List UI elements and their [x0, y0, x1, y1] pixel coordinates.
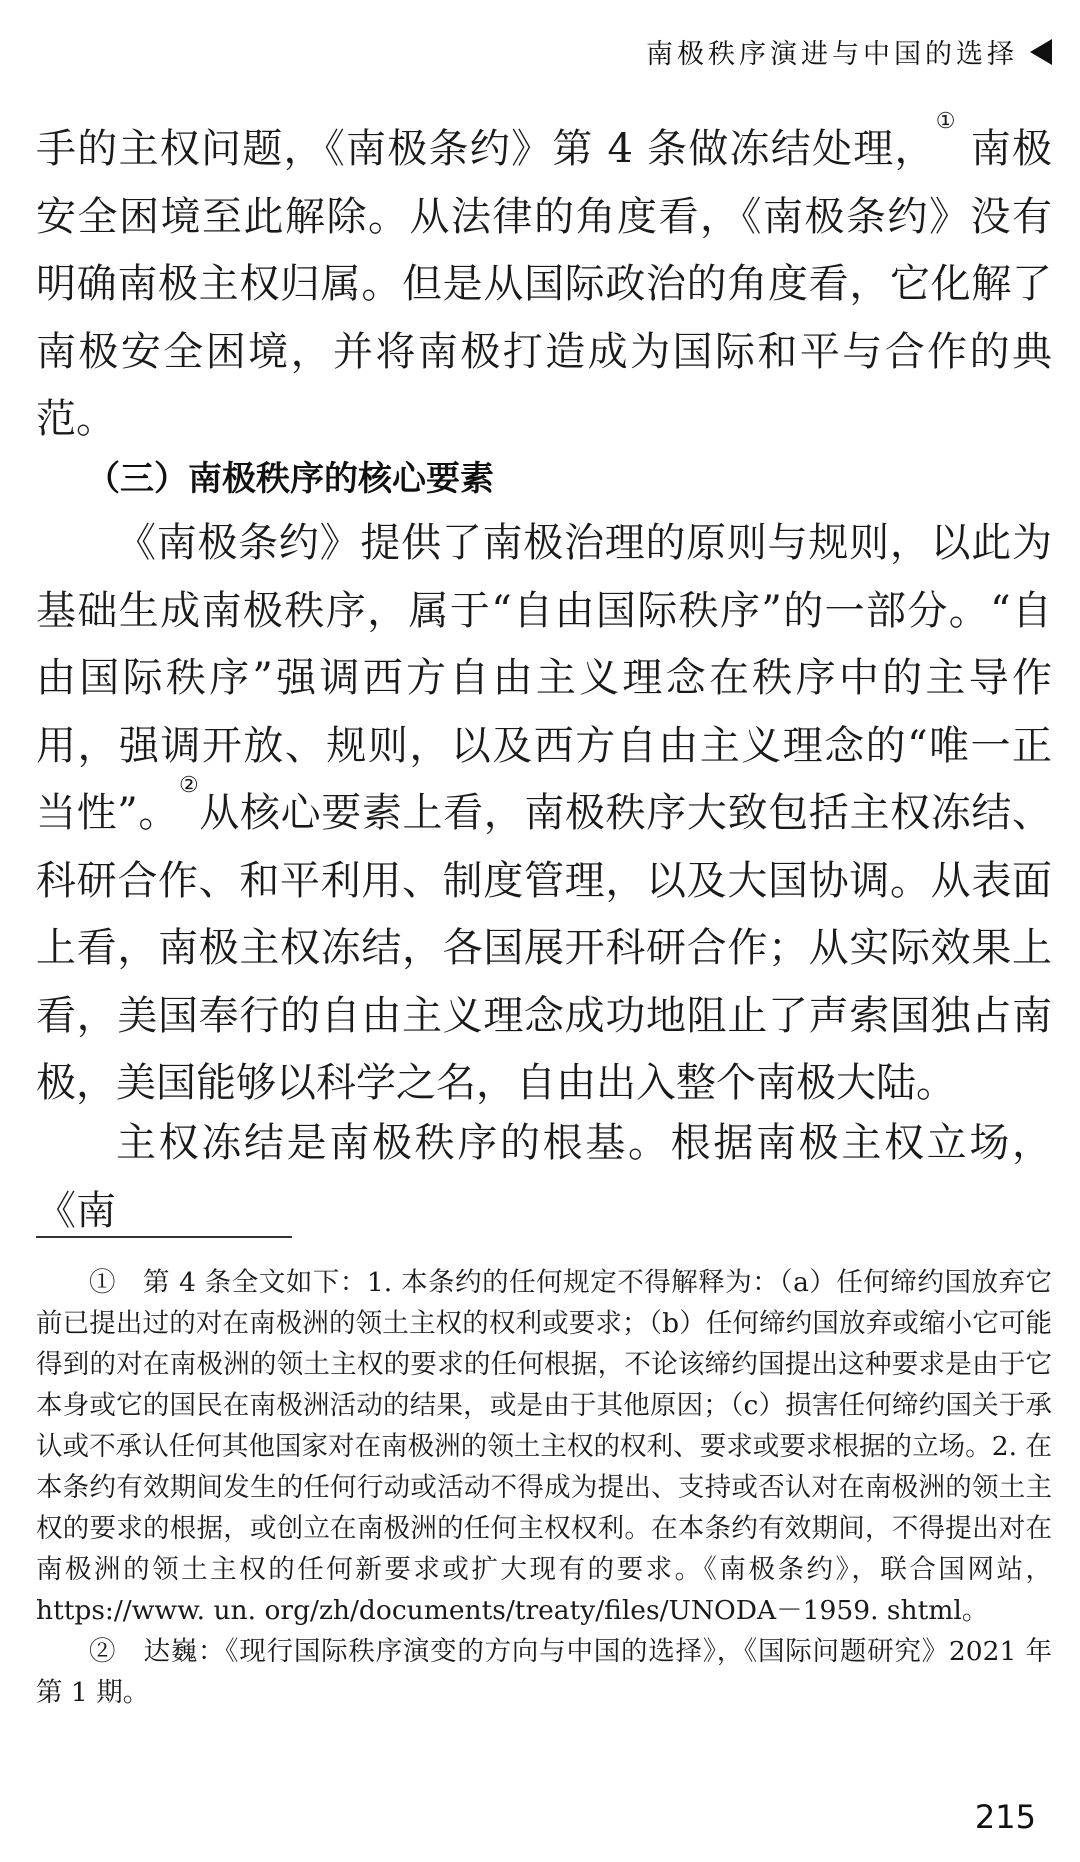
- left-triangle-icon: [1030, 39, 1052, 65]
- paragraph-1-text-b: 南极安全困境至此解除。从法律的角度看，《南极条约》没有明确南极主权归属。但是从国际政治的角度看，它化解了南极安全困境，并将南极打造成为国际和平与合作的典范。: [36, 126, 1052, 442]
- running-title: 南极秩序演进与中国的选择: [646, 39, 1018, 70]
- footnote-1: ① 第 4 条全文如下：1. 本条约的任何规定不得解释为：（a）任何缔约国放弃它前已提出过的对在南极洲的领土主权的权利或要求；（b）任何缔约国放弃或缩小它可能得到的对在南极洲的领土主权的要求的任何根据，不论该缔约国提出这种要求是由于它本身或它的国民在南极洲活动的结果，或是由于其他原因；（c）损害任何缔约国关于承认或不承认任何其他国家对在南极洲的领土主权的权利、要求或要求根据的立场。2. 在本条约有效期间发生的任何行动或活动不得成为提出、支持或否认对在南极洲的领土主权的要求的根据，或创立在南极洲的任何主权权利。在本条约有效期间，不得提出对在南极洲的领土主权的任何新要求或扩大现有的要求。《南极条约》，联合国网站，https://www. un. org/zh/documents/treaty/files/UNODA－1959. shtml。: [36, 1267, 1052, 1626]
- footnotes: [36, 1262, 1052, 1713]
- page-number: 215: [974, 1798, 1036, 1836]
- footnote-2: ② 达巍：《现行国际秩序演变的方向与中国的选择》，《国际问题研究》2021 年第 1 期。: [36, 1636, 1052, 1708]
- paragraph-3: 主权冻结是南极秩序的根基。根据南极主权立场，《南: [36, 1120, 1052, 1234]
- footnote-ref-2[interactable]: ②: [178, 773, 200, 798]
- footnote-ref-1[interactable]: ①: [935, 109, 957, 134]
- paragraph-2: [36, 510, 1052, 1118]
- running-header: [646, 32, 1052, 71]
- paragraph-1: [36, 109, 1052, 454]
- paragraph-1-text-a: 手的主权问题，《南极条约》第 4 条做冻结处理，: [36, 126, 936, 172]
- paragraph-2-text-b: 从核心要素上看，南极秩序大致包括主权冻结、科研合作、和平利用、制度管理，以及大国协调。从表面上看，南极主权冻结，各国展开科研合作；从实际效果上看，美国奉行的自由主义理念成功地阻止了声索国独占南极，美国能够以科学之名，自由出入整个南极大陆。: [36, 790, 1052, 1106]
- footnote-divider: [36, 1236, 292, 1238]
- section-heading: （三）南极秩序的核心要素: [86, 459, 494, 499]
- paragraph-2-text-a: 《南极条约》提供了南极治理的原则与规则，以此为基础生成南极秩序，属于“自由国际秩序”的一部分。“自由国际秩序”强调西方自由主义理念在秩序中的主导作用，强调开放、规则，以及西方自由主义理念的“唯一正当性”。: [36, 520, 1052, 836]
